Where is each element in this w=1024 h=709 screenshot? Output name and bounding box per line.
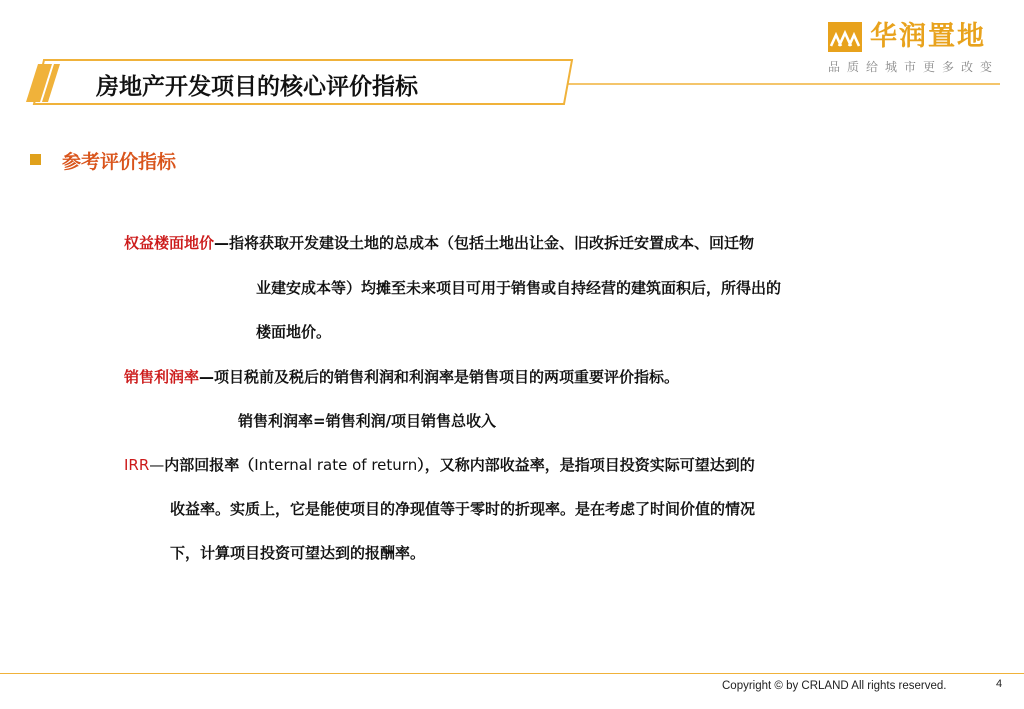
page-number: 4 xyxy=(996,678,1003,690)
item-irr-line-3: 下，计算项目投资可望达到的报酬率。 xyxy=(170,544,426,562)
section-heading: 参考评价指标 xyxy=(62,151,177,173)
brand-slogan: 品质给城市更多改变 xyxy=(828,60,1000,74)
term-irr: IRR xyxy=(124,456,150,474)
brand-logo-icon xyxy=(828,22,862,52)
copyright-text: Copyright © by CRLAND All rights reserved. xyxy=(722,680,947,692)
footer-divider xyxy=(0,673,1024,674)
term-land-price: 权益楼面地价 xyxy=(124,234,215,252)
item-land-price-line-2: 业建安成本等）均摊至未来项目可用于销售或自持经营的建筑面积后，所得出的 xyxy=(256,279,782,297)
term-profit-margin: 销售利润率 xyxy=(124,368,200,386)
item-profit-margin-line-1: 销售利润率—项目税前及税后的销售利润和利润率是销售项目的两项重要评价指标。 xyxy=(124,368,680,386)
item-land-price-line-1: 权益楼面地价—指将获取开发建设土地的总成本（包括土地出让金、旧改拆迁安置成本、回迁物 xyxy=(124,234,755,252)
item-land-price-line-3: 楼面地价。 xyxy=(256,323,332,341)
section-bullet-icon xyxy=(30,154,41,165)
brand-name: 华润置地 xyxy=(870,21,986,52)
item-irr-line-1: IRR—内部回报率（Internal rate of return），又称内部收益率，是指项目投资实际可望达到的 xyxy=(124,456,755,474)
item-profit-margin-formula: 销售利润率=销售利润/项目销售总收入 xyxy=(238,412,497,430)
item-irr-line-2: 收益率。实质上，它是能使项目的净现值等于零时的折现率。是在考虑了时间价值的情况 xyxy=(170,500,756,518)
page-title: 房地产开发项目的核心评价指标 xyxy=(96,74,418,100)
